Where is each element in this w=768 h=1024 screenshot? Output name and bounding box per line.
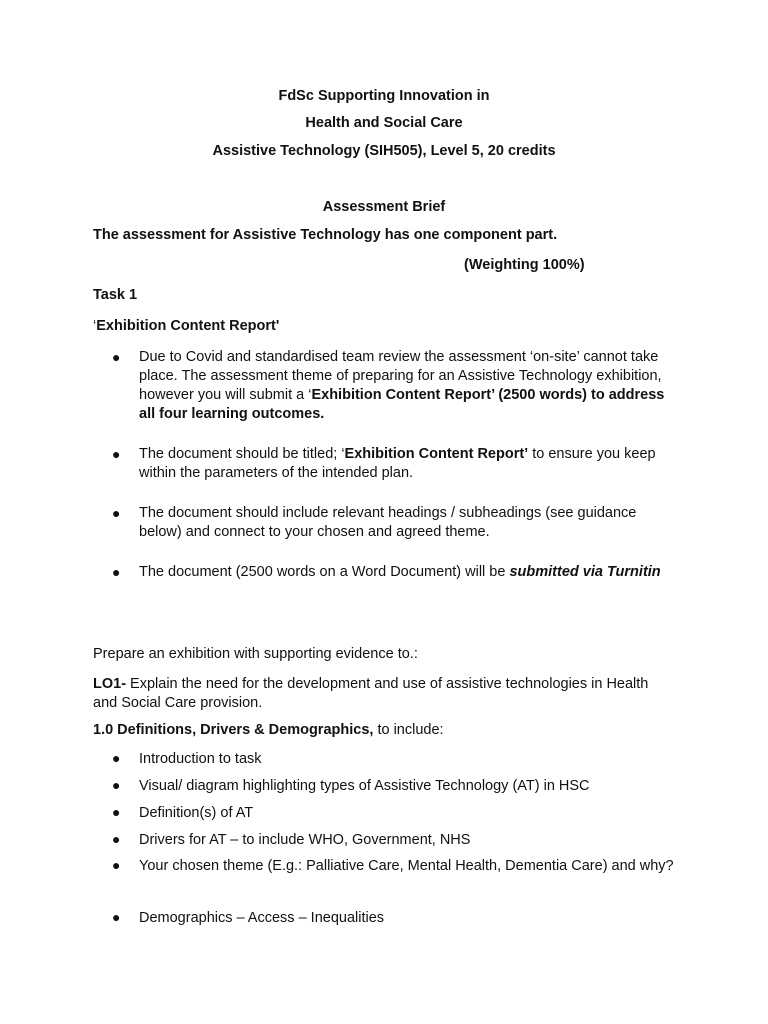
prepare-text: Prepare an exhibition with supporting evidence to.:	[93, 646, 418, 662]
module-title: Assistive Technology (SIH505), Level 5, 20 credits	[212, 143, 556, 159]
list-item	[112, 830, 678, 850]
bullet-1-text: Due to Covid and standardised team review the assessment ‘on-site’ cannot take place. The assessment theme of preparing for an Assistive Technology exhibition, however you will submit a ‘	[139, 349, 662, 403]
list-item	[112, 749, 678, 769]
lo1-paragraph	[93, 675, 653, 713]
lo1-label: LO1-	[93, 676, 127, 692]
bullet-icon: ●	[112, 750, 121, 766]
bullet-2-post: to ensure you keep within the parameters of the intended plan.	[139, 446, 656, 481]
list-item	[112, 803, 678, 823]
task-label: Task 1	[93, 287, 138, 303]
bullet-text: Introduction to task	[139, 751, 262, 767]
report-title: Exhibition Content Report'	[96, 318, 280, 334]
bullet-icon: ●	[112, 857, 121, 873]
list-item	[112, 563, 678, 603]
bullet-1-bold: Exhibition Content Report’ (2500 words) to address all four learning outcomes.	[139, 387, 665, 422]
brief-title: Assessment Brief	[322, 199, 446, 215]
bullet-icon: ●	[112, 777, 121, 793]
bullet-2-bold: Exhibition Content Report’	[344, 446, 529, 462]
bullet-icon: ●	[112, 804, 121, 820]
bullet-text: Definition(s) of AT	[139, 805, 254, 821]
bullet-icon: ●	[112, 446, 121, 462]
report-open-quote: ‘	[93, 318, 97, 334]
list-item	[112, 504, 678, 544]
course-title: FdSc Supporting Innovation in	[278, 88, 490, 104]
bullet-icon: ●	[112, 831, 121, 847]
course-subtitle: Health and Social Care	[305, 115, 463, 131]
section-heading	[93, 721, 683, 740]
bullet-4-bold: submitted via Turnitin	[509, 564, 661, 580]
bullet-text: The document should include relevant headings / subheadings (see guidance below) and connect to your chosen and agreed theme.	[139, 505, 637, 540]
bullet-text: Drivers for AT – to include WHO, Government, NHS	[139, 832, 471, 848]
report-heading	[93, 317, 683, 336]
bullet-icon: ●	[112, 564, 121, 580]
list-item	[112, 348, 678, 428]
lo1-text: Explain the need for the development and use of assistive technologies in Health and Social Care provision.	[93, 676, 649, 711]
bullet-icon: ●	[112, 505, 121, 521]
bullet-icon: ●	[112, 909, 121, 925]
bullet-text: Demographics – Access – Inequalities	[139, 910, 385, 926]
brief-intro: The assessment for Assistive Technology has one component part.	[93, 227, 558, 243]
bullet-4-pre: The document (2500 words on a Word Document) will be	[139, 564, 510, 580]
list-item	[112, 445, 678, 485]
section-suffix: to include:	[373, 722, 444, 738]
bullet-text	[139, 445, 675, 483]
section-label: 1.0 Definitions, Drivers & Demographics,	[93, 722, 374, 738]
bullet-2-pre: The document should be titled; ‘	[139, 446, 345, 462]
bullet-icon: ●	[112, 349, 121, 365]
list-item	[112, 908, 678, 928]
bullet-text	[139, 563, 675, 582]
weighting: (Weighting 100%)	[464, 257, 585, 273]
list-item	[112, 856, 678, 904]
bullet-text: Visual/ diagram highlighting types of Assistive Technology (AT) in HSC	[139, 778, 590, 794]
bullet-text: Your chosen theme (E.g.: Palliative Care, Mental Health, Dementia Care) and why?	[139, 858, 674, 874]
list-item	[112, 776, 678, 796]
bullet-text	[139, 348, 675, 424]
